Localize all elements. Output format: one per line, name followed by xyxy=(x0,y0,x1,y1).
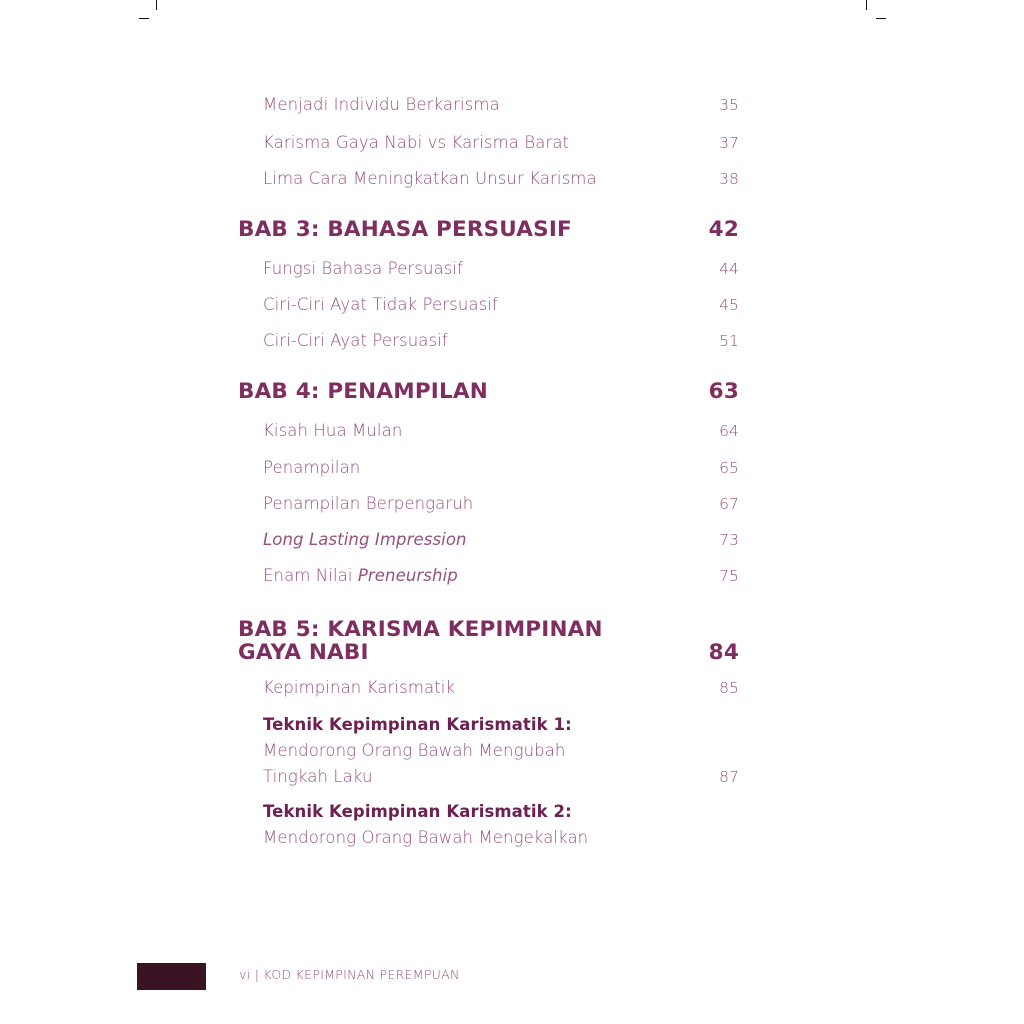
toc-entry-page: 65 xyxy=(719,459,739,477)
chapter-title: BAB 3: BAHASA PERSUASIF xyxy=(238,217,572,242)
toc-entry-page: 75 xyxy=(719,567,739,585)
toc-entry-page: 37 xyxy=(719,134,739,152)
toc-entry xyxy=(238,295,743,314)
toc-entry-page: 45 xyxy=(719,296,739,314)
toc-entry-title-plain: Enam Nilai xyxy=(263,566,358,585)
toc-entry-title xyxy=(263,802,709,847)
footer-bar xyxy=(137,963,206,990)
toc-entry xyxy=(238,494,743,513)
toc-entry xyxy=(238,678,743,697)
chapter-heading xyxy=(238,617,743,665)
toc-entry-page: 44 xyxy=(719,260,739,278)
toc-entry-title: Karisma Gaya Nabi vs Karisma Barat xyxy=(263,133,570,152)
toc-entry xyxy=(238,530,743,549)
toc-entry-title-bold: Teknik Kepimpinan Karismatik 1: xyxy=(263,715,572,734)
toc-entry-page: 38 xyxy=(719,170,739,188)
toc-entry-title: Penampilan xyxy=(263,458,361,477)
toc-entry-title-italic: Preneurship xyxy=(357,566,458,585)
toc-entry-title xyxy=(263,566,709,585)
toc-entry xyxy=(238,95,743,114)
toc-entry-title: Long Lasting Impression xyxy=(263,530,467,549)
crop-mark-top-left-horizontal xyxy=(139,18,149,19)
toc-entry-page: 51 xyxy=(719,332,739,350)
toc-entry-title-line-3: Tingkah Laku xyxy=(263,767,373,786)
chapter-page: 63 xyxy=(708,379,739,404)
crop-mark-top-right-vertical xyxy=(866,0,867,10)
toc-entry-title: Ciri-Ciri Ayat Tidak Persuasif xyxy=(263,295,498,314)
chapter-title-line-2: GAYA NABI xyxy=(238,640,369,665)
chapter-page: 42 xyxy=(708,217,739,242)
toc-entry xyxy=(238,802,743,847)
footer-running-head: vi | KOD KEPIMPINAN PEREMPUAN xyxy=(239,967,460,982)
toc-entry-title-line-2: Mendorong Orang Bawah Mengubah xyxy=(263,741,566,760)
toc-entry xyxy=(238,421,743,440)
toc-entry-title-bold: Teknik Kepimpinan Karismatik 2: xyxy=(263,802,572,821)
toc-entry-title: Fungsi Bahasa Persuasif xyxy=(263,259,464,278)
toc-entry-page: 73 xyxy=(719,531,739,549)
toc-entry-page: 67 xyxy=(719,495,739,513)
toc-entry-title: Lima Cara Meningkatkan Unsur Karisma xyxy=(263,169,597,188)
toc-entry xyxy=(238,133,743,152)
table-of-contents xyxy=(238,95,743,847)
toc-entry-page: 85 xyxy=(719,679,739,697)
toc-entry-title: Menjadi Individu Berkarisma xyxy=(263,95,500,114)
toc-entry-page: 87 xyxy=(719,768,739,786)
toc-entry-page: 64 xyxy=(719,422,739,440)
toc-entry-title: Ciri-Ciri Ayat Persuasif xyxy=(263,331,448,350)
chapter-heading xyxy=(238,379,743,404)
toc-entry-title-line-2: Mendorong Orang Bawah Mengekalkan xyxy=(263,828,589,847)
toc-entry xyxy=(238,715,743,786)
toc-entry xyxy=(238,331,743,350)
toc-entry xyxy=(238,259,743,278)
toc-entry xyxy=(238,566,743,585)
toc-entry xyxy=(238,458,743,477)
toc-entry-title xyxy=(263,715,709,786)
toc-entry xyxy=(238,169,743,188)
crop-mark-top-right-horizontal xyxy=(876,18,886,19)
toc-entry-title: Kepimpinan Karismatik xyxy=(263,678,456,697)
toc-entry-page: 35 xyxy=(719,96,739,114)
chapter-heading xyxy=(238,217,743,242)
crop-mark-top-left-vertical xyxy=(156,0,157,10)
toc-entry-title: Kisah Hua Mulan xyxy=(263,421,403,440)
toc-entry-title: Penampilan Berpengaruh xyxy=(263,494,474,513)
chapter-title-line-1: BAB 5: KARISMA KEPIMPINAN xyxy=(238,617,603,642)
chapter-title: BAB 4: PENAMPILAN xyxy=(238,379,488,404)
chapter-page: 84 xyxy=(708,640,739,665)
